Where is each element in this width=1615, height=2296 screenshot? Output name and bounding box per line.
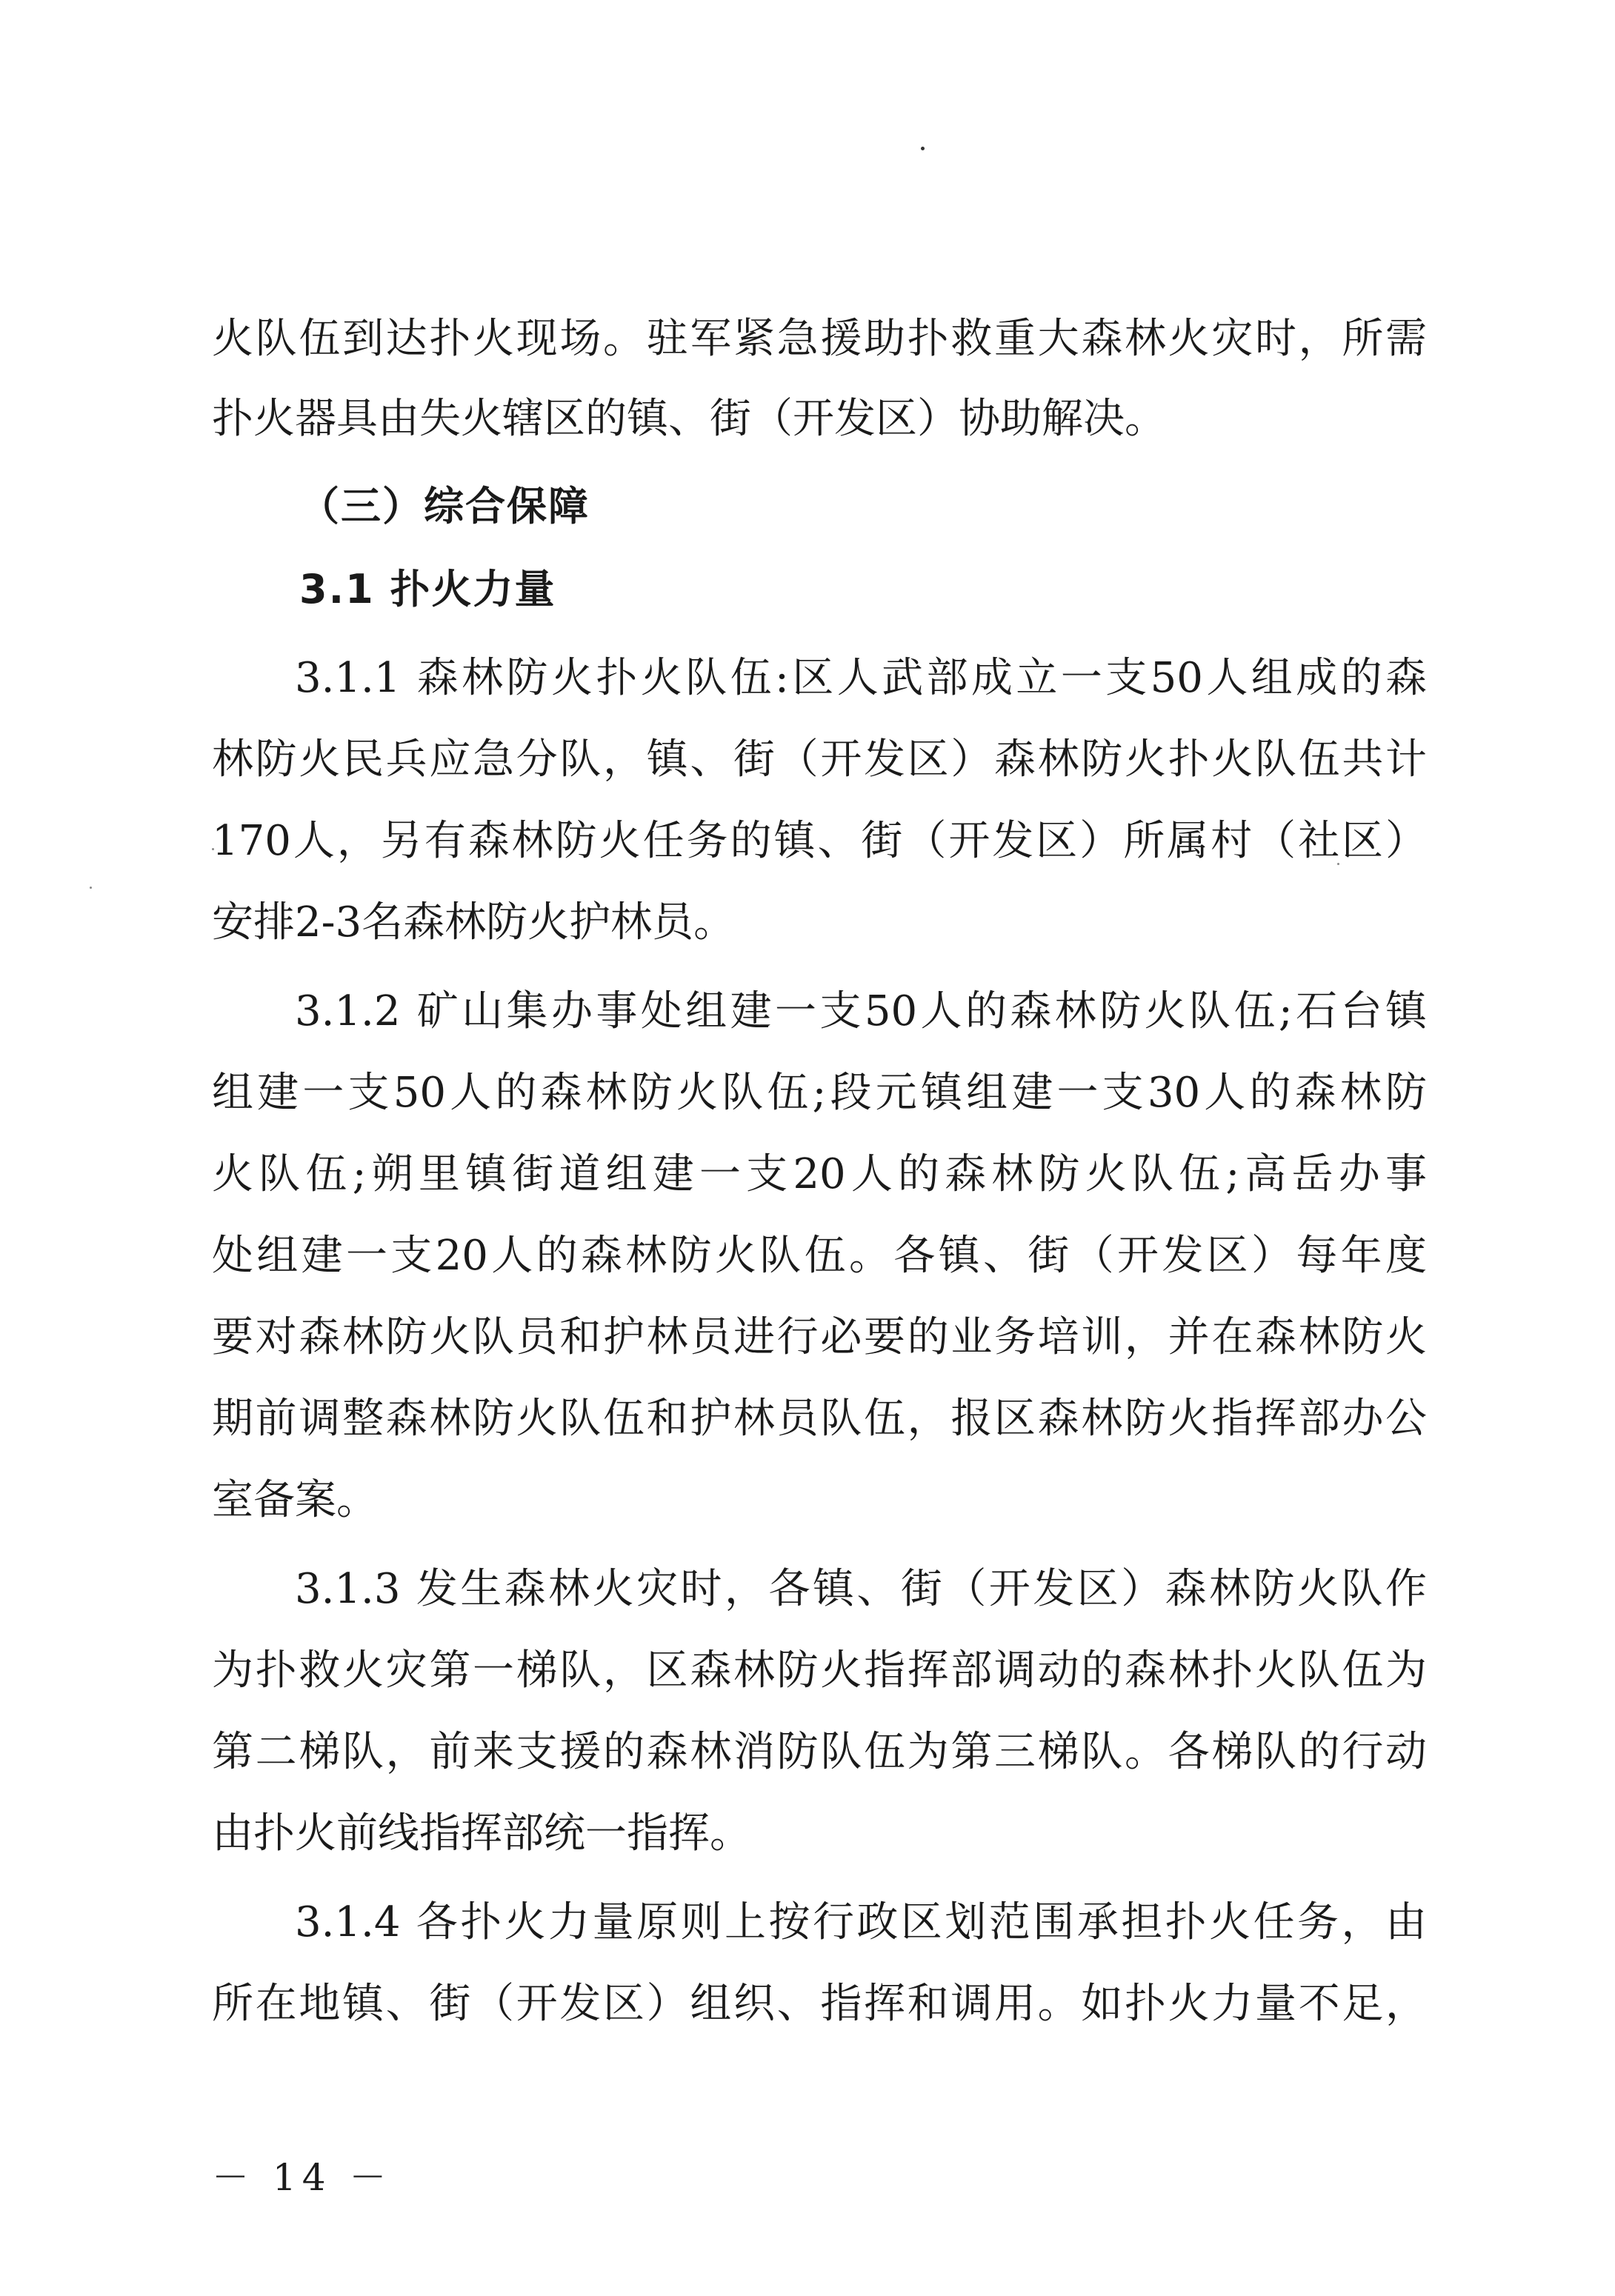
body-text-line: 由扑火前线指挥部统一指挥。 [212,1809,751,1858]
scan-dot [921,147,925,150]
body-text-line: 3.1.3 发生森林火灾时，各镇、街（开发区）森林防火队作 [295,1565,1427,1613]
body-text-line: 火队伍;朔里镇街道组建一支20人的森林防火队伍;高岳办事 [212,1150,1427,1198]
body-text-line: 所在地镇、街（开发区）组织、指挥和调用。如扑火力量不足， [212,1980,1427,2028]
body-text-line: 要对森林防火队员和护林员进行必要的业务培训，并在森林防火 [212,1313,1427,1361]
body-text-line: 火队伍到达扑火现场。驻军紧急援助扑救重大森林火灾时，所需 [212,315,1427,363]
body-text-line: 3.1.1 森林防火扑火队伍:区人武部成立一支50人组成的森 [295,654,1427,702]
body-text-line: 170人，另有森林防火任务的镇、街（开发区）所属村（社区） [212,817,1427,865]
body-text-line: 处组建一支20人的森林防火队伍。各镇、街（开发区）每年度 [212,1232,1427,1280]
body-text-line: 扑火器具由失火辖区的镇、街（开发区）协助解决。 [212,395,1166,443]
body-text-line: 为扑救火灾第一梯队，区森林防火指挥部调动的森林扑火队伍为 [212,1646,1427,1695]
body-text-line: 林防火民兵应急分队，镇、街（开发区）森林防火扑火队伍共计 [212,735,1427,784]
body-text-line: 安排2-3名森林防火护林员。 [212,898,736,947]
scan-speck [90,887,92,889]
page-number: － 14 － [212,2156,393,2199]
subsection-heading: 3.1 扑火力量 [299,566,556,613]
body-text-line: 组建一支50人的森林防火队伍;段元镇组建一支30人的森林防 [212,1069,1427,1117]
section-heading: （三）综合保障 [299,483,590,530]
body-text-line: 3.1.2 矿山集办事处组建一支50人的森林防火队伍;石台镇 [295,987,1427,1035]
body-text-line: 第二梯队，前来支援的森林消防队伍为第三梯队。各梯队的行动 [212,1728,1427,1776]
body-text-line: 期前调整森林防火队伍和护林员队伍，报区森林防火指挥部办公 [212,1395,1427,1443]
body-text-line: 3.1.4 各扑火力量原则上按行政区划范围承担扑火任务，由 [295,1898,1427,1946]
body-text-line: 室备案。 [212,1476,378,1524]
